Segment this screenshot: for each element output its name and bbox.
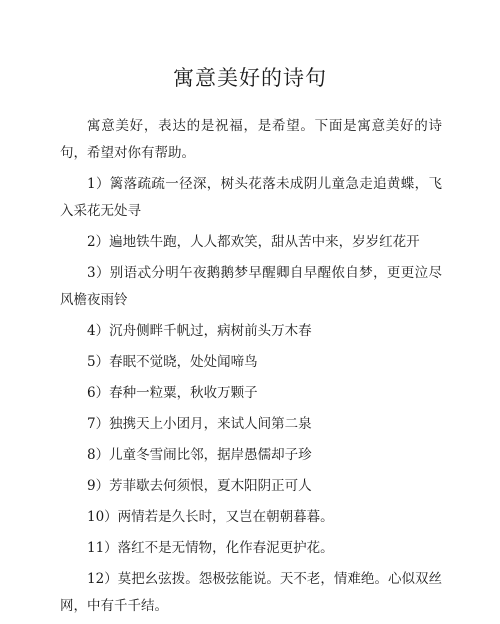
poem-line: 9）芳菲歇去何须恨，夏木阳阴正可人 xyxy=(87,478,312,494)
poem-line: 8）儿童冬雪闹比邻，据岸愚儒却子珍 xyxy=(87,447,312,463)
poem-line: 12）莫把幺弦拨。怨极弦能说。天不老，情难绝。心似双丝网，中有千千结。 xyxy=(60,571,442,614)
poem-line: 10）两情若是久长时，又岂在朝朝暮暮。 xyxy=(87,509,334,525)
document-body xyxy=(60,113,442,624)
poem-line: 1）篱落疏疏一径深，树头花落未成阴儿童急走追黄蝶，飞入采花无处寻 xyxy=(60,176,442,219)
poem-line: 4）沉舟侧畔千帆过，病树前头万木春 xyxy=(87,323,312,339)
document-title: 寓意美好的诗句 xyxy=(173,66,327,90)
poem-line: 5）春眠不觉晓，处处闻啼鸟 xyxy=(87,354,258,370)
poem-line: 2）遍地铁牛跑，人人都欢笑，甜从苦中来，岁岁红花开 xyxy=(87,234,420,250)
poem-line: 7）独携天上小团月，来试人间第二泉 xyxy=(87,416,312,432)
poem-line: 3）别语忒分明午夜鹅鹅梦早醒卿自早醒侬自梦，更更泣尽风檐夜雨铃 xyxy=(60,265,442,308)
poem-line: 11）落红不是无情物，化作春泥更护花。 xyxy=(87,540,334,556)
poem-line: 6）春种一粒粟，秋收万颗子 xyxy=(87,385,258,401)
intro-paragraph: 寓意美好，表达的是祝福，是希望。下面是寓意美好的诗句，希望对你有帮助。 xyxy=(60,118,442,161)
